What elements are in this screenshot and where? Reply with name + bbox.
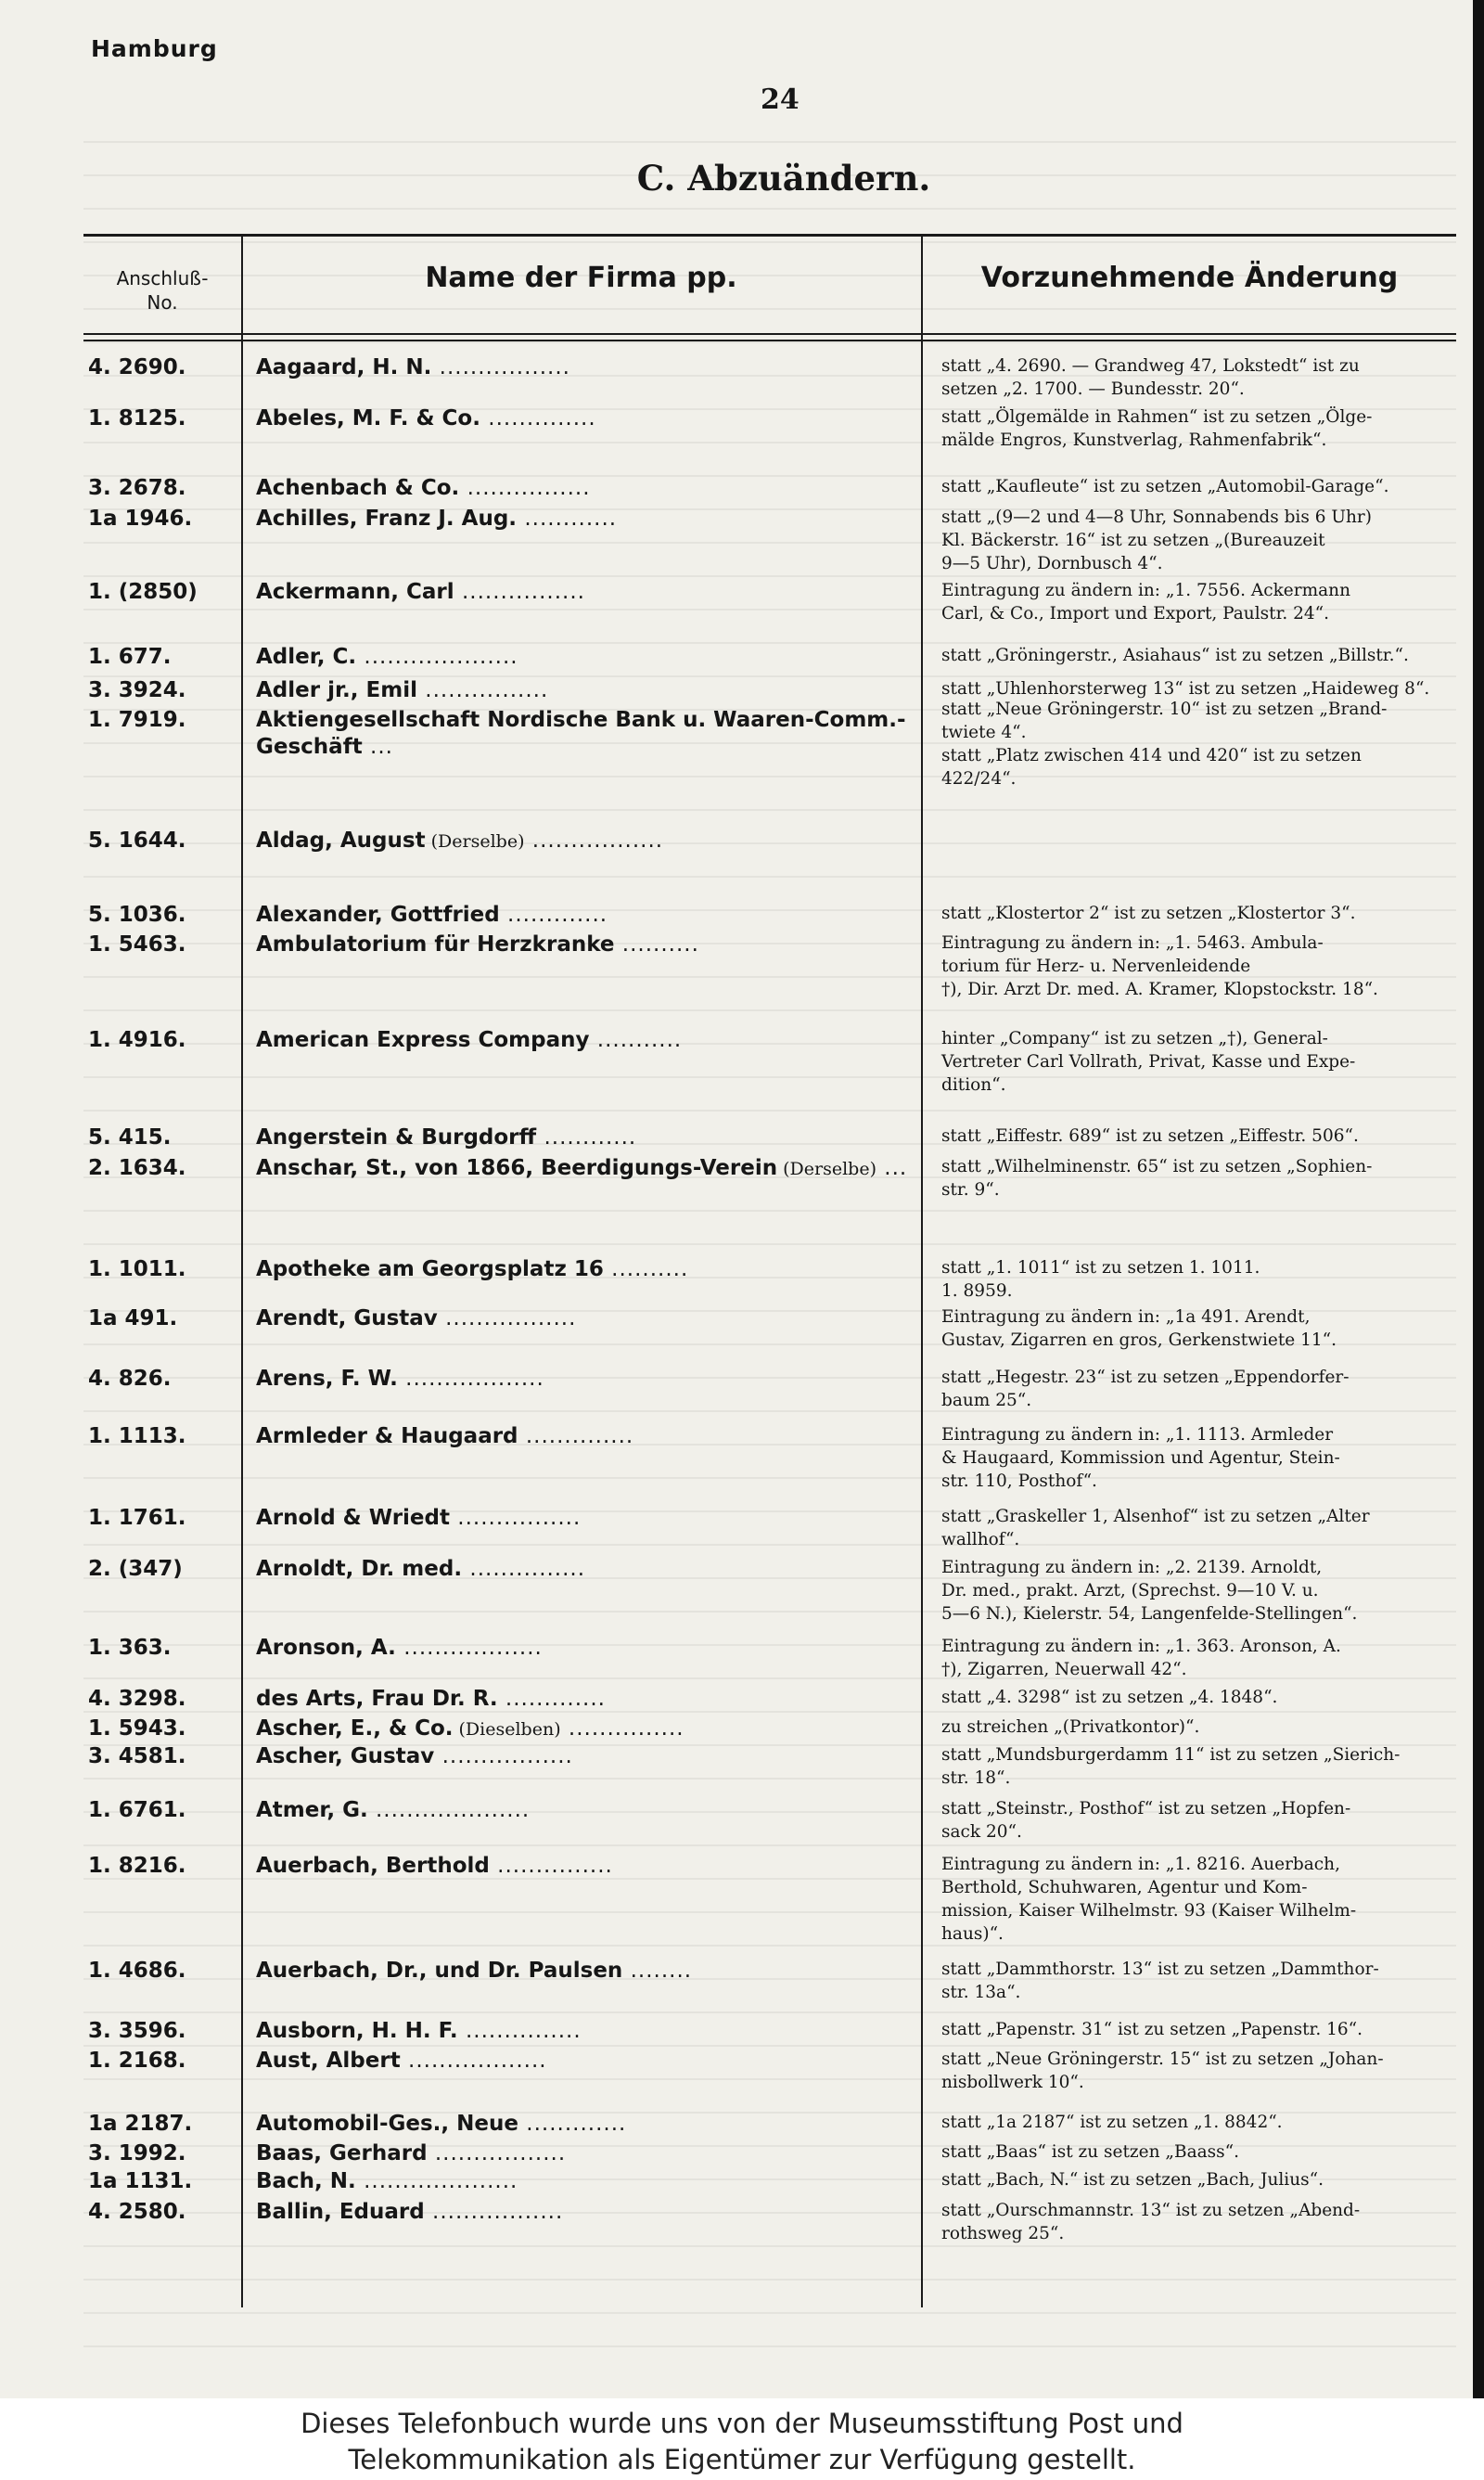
connection-number: 1. 7919. bbox=[88, 708, 186, 732]
firm-name-text: Arnold & Wriedt bbox=[256, 1506, 450, 1530]
connection-number: 1. 4916. bbox=[88, 1028, 186, 1052]
firm-name-text: Ausborn, H. H. F. bbox=[256, 2019, 458, 2043]
change-instruction: Eintragung zu ändern in: „1. 7556. Ackermann Carl, & Co., Import und Export, Paulstr. 24“. bbox=[941, 581, 1350, 623]
connection-number: 1. 6761. bbox=[88, 1798, 186, 1822]
change-instruction: statt „Steinstr., Posthof“ ist zu setzen „Hopfen- sack 20“. bbox=[941, 1799, 1351, 1842]
firm-name bbox=[256, 1124, 911, 1151]
connection-number: 1. 4686. bbox=[88, 1959, 186, 1983]
firm-name-text: Baas, Gerhard bbox=[256, 2141, 428, 2165]
change-instruction: statt „Kaufleute“ ist zu setzen „Automobil-Garage“. bbox=[941, 477, 1389, 496]
leader-dots: .................. bbox=[400, 2049, 547, 2073]
firm-name-text: Aronson, A. bbox=[256, 1636, 396, 1660]
leader-dots: ................ bbox=[459, 476, 591, 500]
firm-name-text: Abeles, M. F. & Co. bbox=[256, 406, 480, 430]
firm-name bbox=[256, 1743, 911, 1770]
change-instruction: Eintragung zu ändern in: „1a 491. Arendt, Gustav, Zigarren en gros, Gerkenstwiete 11“. bbox=[941, 1307, 1337, 1350]
firm-name bbox=[256, 1305, 911, 1332]
firm-name-text: Achilles, Franz J. Aug. bbox=[256, 507, 518, 531]
page-edge bbox=[1473, 0, 1484, 2398]
leader-dots: ............. bbox=[518, 2112, 627, 2136]
firm-name-text: Arens, F. W. bbox=[256, 1367, 398, 1391]
firm-name bbox=[256, 1853, 911, 1880]
table-top-rule bbox=[83, 234, 1456, 237]
firm-name-text: Adler jr., Emil bbox=[256, 678, 417, 702]
firm-name bbox=[256, 1423, 911, 1450]
leader-dots: .................... bbox=[356, 645, 518, 669]
leader-dots: .............. bbox=[480, 406, 596, 430]
leader-dots: .................... bbox=[355, 2169, 518, 2193]
change-instruction: statt „Bach, N.“ ist zu setzen „Bach, Julius“. bbox=[941, 2170, 1324, 2190]
firm-name bbox=[256, 707, 911, 761]
firm-name-text: Achenbach & Co. bbox=[256, 476, 460, 500]
firm-name-text: Auerbach, Berthold bbox=[256, 1854, 490, 1878]
connection-number: 3. 3596. bbox=[88, 2019, 186, 2043]
firm-name-text: Ballin, Eduard bbox=[256, 2200, 425, 2224]
column-divider bbox=[921, 234, 923, 2307]
firm-name-text: des Arts, Frau Dr. R. bbox=[256, 1687, 498, 1711]
column-header-change: Vorzunehmende Änderung bbox=[980, 262, 1399, 294]
change-instruction: statt „Ölgemälde in Rahmen“ ist zu setzen „Ölge- mälde Engros, Kunstverlag, Rahmenfabrik“. bbox=[941, 407, 1373, 450]
leader-dots: .................. bbox=[395, 1636, 543, 1660]
connection-number: 1. 8216. bbox=[88, 1854, 186, 1878]
firm-name bbox=[256, 902, 911, 929]
change-instruction: Eintragung zu ändern in: „1. 363. Aronson, A. †), Zigarren, Neuerwall 42“. bbox=[941, 1637, 1341, 1679]
firm-name-text: Anschar, St., von 1866, Beerdigungs-Verein bbox=[256, 1156, 778, 1180]
firm-name-text: Auerbach, Dr., und Dr. Paulsen bbox=[256, 1959, 623, 1983]
change-instruction: Eintragung zu ändern in: „1. 1113. Armleder & Haugaard, Kommission und Agentur, Stein- str. 110, Posthof“. bbox=[941, 1425, 1340, 1491]
leader-dots: ............... bbox=[560, 1716, 684, 1741]
connection-number: 1. 1113. bbox=[88, 1424, 186, 1448]
leader-dots: ................. bbox=[524, 829, 664, 853]
connection-number: 5. 1644. bbox=[88, 829, 186, 853]
firm-name bbox=[256, 2140, 911, 2167]
leader-dots: .......... bbox=[614, 932, 699, 957]
connection-number: 1. 1011. bbox=[88, 1257, 186, 1281]
leader-dots: ............ bbox=[517, 507, 618, 531]
connection-number: 4. 826. bbox=[88, 1367, 172, 1391]
connection-number: 3. 4581. bbox=[88, 1744, 186, 1768]
connection-number: 3. 3924. bbox=[88, 678, 186, 702]
connection-number: 3. 2678. bbox=[88, 476, 186, 500]
leader-dots: .......... bbox=[603, 1257, 689, 1281]
connection-number: 1. 363. bbox=[88, 1636, 172, 1660]
change-instruction: statt „Uhlenhorsterweg 13“ ist zu setzen „Haideweg 8“. bbox=[941, 679, 1430, 699]
footer-notice bbox=[0, 2398, 1484, 2480]
change-instruction: statt „Mundsburgerdamm 11“ ist zu setzen „Sierich- str. 18“. bbox=[941, 1745, 1401, 1788]
connection-number: 3. 1992. bbox=[88, 2141, 186, 2165]
leader-dots: ............ bbox=[536, 1125, 637, 1150]
firm-name-text: Ambulatorium für Herzkranke bbox=[256, 932, 615, 957]
change-instruction: hinter „Company“ ist zu setzen „†), General- Vertreter Carl Vollrath, Privat, Kasse und Expe- dition“. bbox=[941, 1029, 1356, 1095]
leader-dots: ............. bbox=[499, 903, 608, 927]
connection-number: 1. 5943. bbox=[88, 1716, 186, 1741]
change-instruction: statt „Neue Gröningerstr. 15“ ist zu setzen „Johan- nisbollwerk 10“. bbox=[941, 2050, 1384, 2092]
firm-name-text: Ackermann, Carl bbox=[256, 580, 454, 604]
firm-name-text: Angerstein & Burgdorff bbox=[256, 1125, 537, 1150]
firm-name bbox=[256, 2048, 911, 2075]
firm-name bbox=[256, 579, 911, 606]
leader-dots: ............. bbox=[497, 1687, 606, 1711]
city-header: Hamburg bbox=[91, 35, 218, 62]
leader-dots: ................ bbox=[416, 678, 549, 702]
firm-name-text: Aust, Albert bbox=[256, 2049, 401, 2073]
leader-dots: ................. bbox=[431, 355, 570, 379]
leader-dots: ... bbox=[362, 735, 393, 759]
leader-dots: ................. bbox=[437, 1306, 577, 1330]
firm-name bbox=[256, 2018, 911, 2045]
change-instruction: statt „Neue Gröningerstr. 10“ ist zu setzen „Brand- twiete 4“. statt „Platz zwischen 414 und 420“ ist zu setzen 422/24“. bbox=[941, 700, 1388, 789]
firm-name bbox=[256, 506, 911, 533]
change-instruction: statt „Dammthorstr. 13“ ist zu setzen „Dammthor- str. 13a“. bbox=[941, 1960, 1379, 2002]
firm-name-text: Aktiengesellschaft Nordische Bank u. Waaren-Comm.-Geschäft bbox=[256, 708, 906, 759]
firm-name-text: Arnoldt, Dr. med. bbox=[256, 1557, 463, 1581]
change-instruction: statt „Baas“ ist zu setzen „Baass“. bbox=[941, 2142, 1239, 2162]
leader-dots: ................ bbox=[450, 1506, 582, 1530]
change-instruction: statt „1a 2187“ ist zu setzen „1. 8842“. bbox=[941, 2113, 1283, 2132]
firm-name-note: (Derselbe) bbox=[777, 1159, 876, 1179]
column-header-number: Anschluß- No. bbox=[116, 267, 209, 314]
connection-number: 1a 2187. bbox=[88, 2112, 193, 2136]
footer-line: Dieses Telefonbuch wurde uns von der Museumsstiftung Post und bbox=[301, 2408, 1183, 2439]
change-instruction: statt „Ourschmannstr. 13“ ist zu setzen „Abend- rothsweg 25“. bbox=[941, 2201, 1361, 2243]
firm-name bbox=[256, 475, 911, 502]
firm-name bbox=[256, 677, 911, 704]
change-instruction: Eintragung zu ändern in: „1. 5463. Ambula- torium für Herz- u. Nervenleidende †), Dir. Arzt Dr. med. A. Kramer, Klopstockstr. 18“. bbox=[941, 933, 1378, 999]
firm-name-text: Ascher, E., & Co. bbox=[256, 1716, 454, 1741]
firm-name bbox=[256, 1797, 911, 1824]
firm-name bbox=[256, 1256, 911, 1283]
firm-name bbox=[256, 1155, 911, 1183]
change-instruction: statt „4. 3298“ ist zu setzen „4. 1848“. bbox=[941, 1688, 1278, 1707]
leader-dots: ............... bbox=[489, 1854, 613, 1878]
change-instruction: statt „Eiffestr. 689“ ist zu setzen „Eiffestr. 506“. bbox=[941, 1126, 1359, 1146]
leader-dots: .................... bbox=[367, 1798, 531, 1822]
connection-number: 2. 1634. bbox=[88, 1156, 186, 1180]
leader-dots: ............... bbox=[457, 2019, 582, 2043]
connection-number: 1. 677. bbox=[88, 645, 172, 669]
firm-name bbox=[256, 828, 911, 855]
leader-dots: ... bbox=[876, 1156, 908, 1180]
firm-name-text: Armleder & Haugaard bbox=[256, 1424, 518, 1448]
connection-number: 1. 1761. bbox=[88, 1506, 186, 1530]
firm-name bbox=[256, 1366, 911, 1393]
firm-name bbox=[256, 354, 911, 381]
firm-name bbox=[256, 2111, 911, 2138]
change-instruction: statt „Papenstr. 31“ ist zu setzen „Papenstr. 16“. bbox=[941, 2020, 1362, 2039]
firm-name bbox=[256, 1027, 911, 1054]
firm-name-note: (Derselbe) bbox=[425, 831, 525, 852]
change-instruction: statt „(9—2 und 4—8 Uhr, Sonnabends bis 6 Uhr) Kl. Bäckerstr. 16“ ist zu setzen „(Bureauzeit 9—5 Uhr), Dornbusch 4“. bbox=[941, 508, 1372, 573]
firm-name-text: Arendt, Gustav bbox=[256, 1306, 438, 1330]
firm-name-text: Apotheke am Georgsplatz 16 bbox=[256, 1257, 604, 1281]
leader-dots: .............. bbox=[518, 1424, 634, 1448]
firm-name-text: Automobil-Ges., Neue bbox=[256, 2112, 518, 2136]
change-instruction: statt „Hegestr. 23“ ist zu setzen „Eppendorfer- baum 25“. bbox=[941, 1368, 1350, 1410]
firm-name bbox=[256, 405, 911, 432]
firm-name bbox=[256, 1505, 911, 1532]
connection-number: 2. (347) bbox=[88, 1557, 183, 1581]
connection-number: 5. 1036. bbox=[88, 903, 186, 927]
change-instruction: statt „Graskeller 1, Alsenhof“ ist zu setzen „Alter wallhof“. bbox=[941, 1507, 1370, 1549]
firm-name bbox=[256, 1958, 911, 1985]
connection-number: 4. 2580. bbox=[88, 2200, 186, 2224]
firm-name-text: Aagaard, H. N. bbox=[256, 355, 432, 379]
connection-number: 1. 2168. bbox=[88, 2049, 186, 2073]
leader-dots: ............... bbox=[462, 1557, 586, 1581]
connection-number: 1. 8125. bbox=[88, 406, 186, 430]
footer-line: Telekommunikation als Eigentümer zur Verfügung gestellt. bbox=[348, 2444, 1136, 2475]
change-instruction: statt „Wilhelminenstr. 65“ ist zu setzen „Sophien- str. 9“. bbox=[941, 1157, 1373, 1200]
connection-number: 1. 5463. bbox=[88, 932, 186, 957]
firm-name-text: Alexander, Gottfried bbox=[256, 903, 500, 927]
header-double-rule bbox=[83, 333, 1456, 341]
change-instruction: statt „1. 1011“ ist zu setzen 1. 1011. 1. 8959. bbox=[941, 1258, 1260, 1301]
section-heading: C. Abzuändern. bbox=[636, 158, 931, 199]
column-divider bbox=[241, 234, 243, 2307]
leader-dots: ................. bbox=[434, 1744, 573, 1768]
change-instruction: Eintragung zu ändern in: „2. 2139. Arnoldt, Dr. med., prakt. Arzt, (Sprechst. 9—10 V. u. 5—6 N.), Kielerstr. 54, Langenfelde-Stellingen“. bbox=[941, 1558, 1358, 1624]
firm-name-note: (Dieselben) bbox=[453, 1719, 561, 1740]
connection-number: 1a 491. bbox=[88, 1306, 178, 1330]
change-instruction: Eintragung zu ändern in: „1. 8216. Auerbach, Berthold, Schuhwaren, Agentur und Kom- mission, Kaiser Wilhelmstr. 93 (Kaiser Wilhelm- haus)“. bbox=[941, 1855, 1357, 1944]
change-instruction: statt „Klostertor 2“ ist zu setzen „Klostertor 3“. bbox=[941, 904, 1356, 923]
connection-number: 5. 415. bbox=[88, 1125, 172, 1150]
firm-name bbox=[256, 1635, 911, 1662]
connection-number: 1a 1131. bbox=[88, 2169, 193, 2193]
change-instruction: statt „Gröningerstr., Asiahaus“ ist zu setzen „Billstr.“. bbox=[941, 646, 1409, 665]
firm-name-text: Ascher, Gustav bbox=[256, 1744, 435, 1768]
firm-name-text: Adler, C. bbox=[256, 645, 357, 669]
change-instruction: zu streichen „(Privatkontor)“. bbox=[941, 1717, 1200, 1737]
leader-dots: ........ bbox=[622, 1959, 693, 1983]
connection-number: 4. 2690. bbox=[88, 355, 186, 379]
firm-name bbox=[256, 2199, 911, 2226]
change-instruction: statt „4. 2690. — Grandweg 47, Lokstedt“ ist zu setzen „2. 1700. — Bundesstr. 20“. bbox=[941, 356, 1360, 399]
firm-name bbox=[256, 1715, 911, 1743]
leader-dots: ........... bbox=[589, 1028, 683, 1052]
firm-name-text: Bach, N. bbox=[256, 2169, 356, 2193]
firm-name-text: Aldag, August bbox=[256, 829, 426, 853]
firm-name bbox=[256, 1686, 911, 1713]
firm-name bbox=[256, 1556, 911, 1583]
firm-name bbox=[256, 932, 911, 958]
column-header-name: Name der Firma pp. bbox=[425, 262, 737, 294]
firm-name bbox=[256, 2168, 911, 2195]
show-through-texture bbox=[83, 121, 1456, 2347]
firm-name-text: American Express Company bbox=[256, 1028, 590, 1052]
leader-dots: ................ bbox=[454, 580, 585, 604]
page-number: 24 bbox=[761, 84, 800, 116]
connection-number: 1a 1946. bbox=[88, 507, 193, 531]
connection-number: 1. (2850) bbox=[88, 580, 198, 604]
leader-dots: .................. bbox=[397, 1367, 544, 1391]
leader-dots: ................. bbox=[427, 2141, 567, 2165]
connection-number: 4. 3298. bbox=[88, 1687, 186, 1711]
firm-name bbox=[256, 644, 911, 671]
leader-dots: ................. bbox=[424, 2200, 564, 2224]
firm-name-text: Atmer, G. bbox=[256, 1798, 368, 1822]
